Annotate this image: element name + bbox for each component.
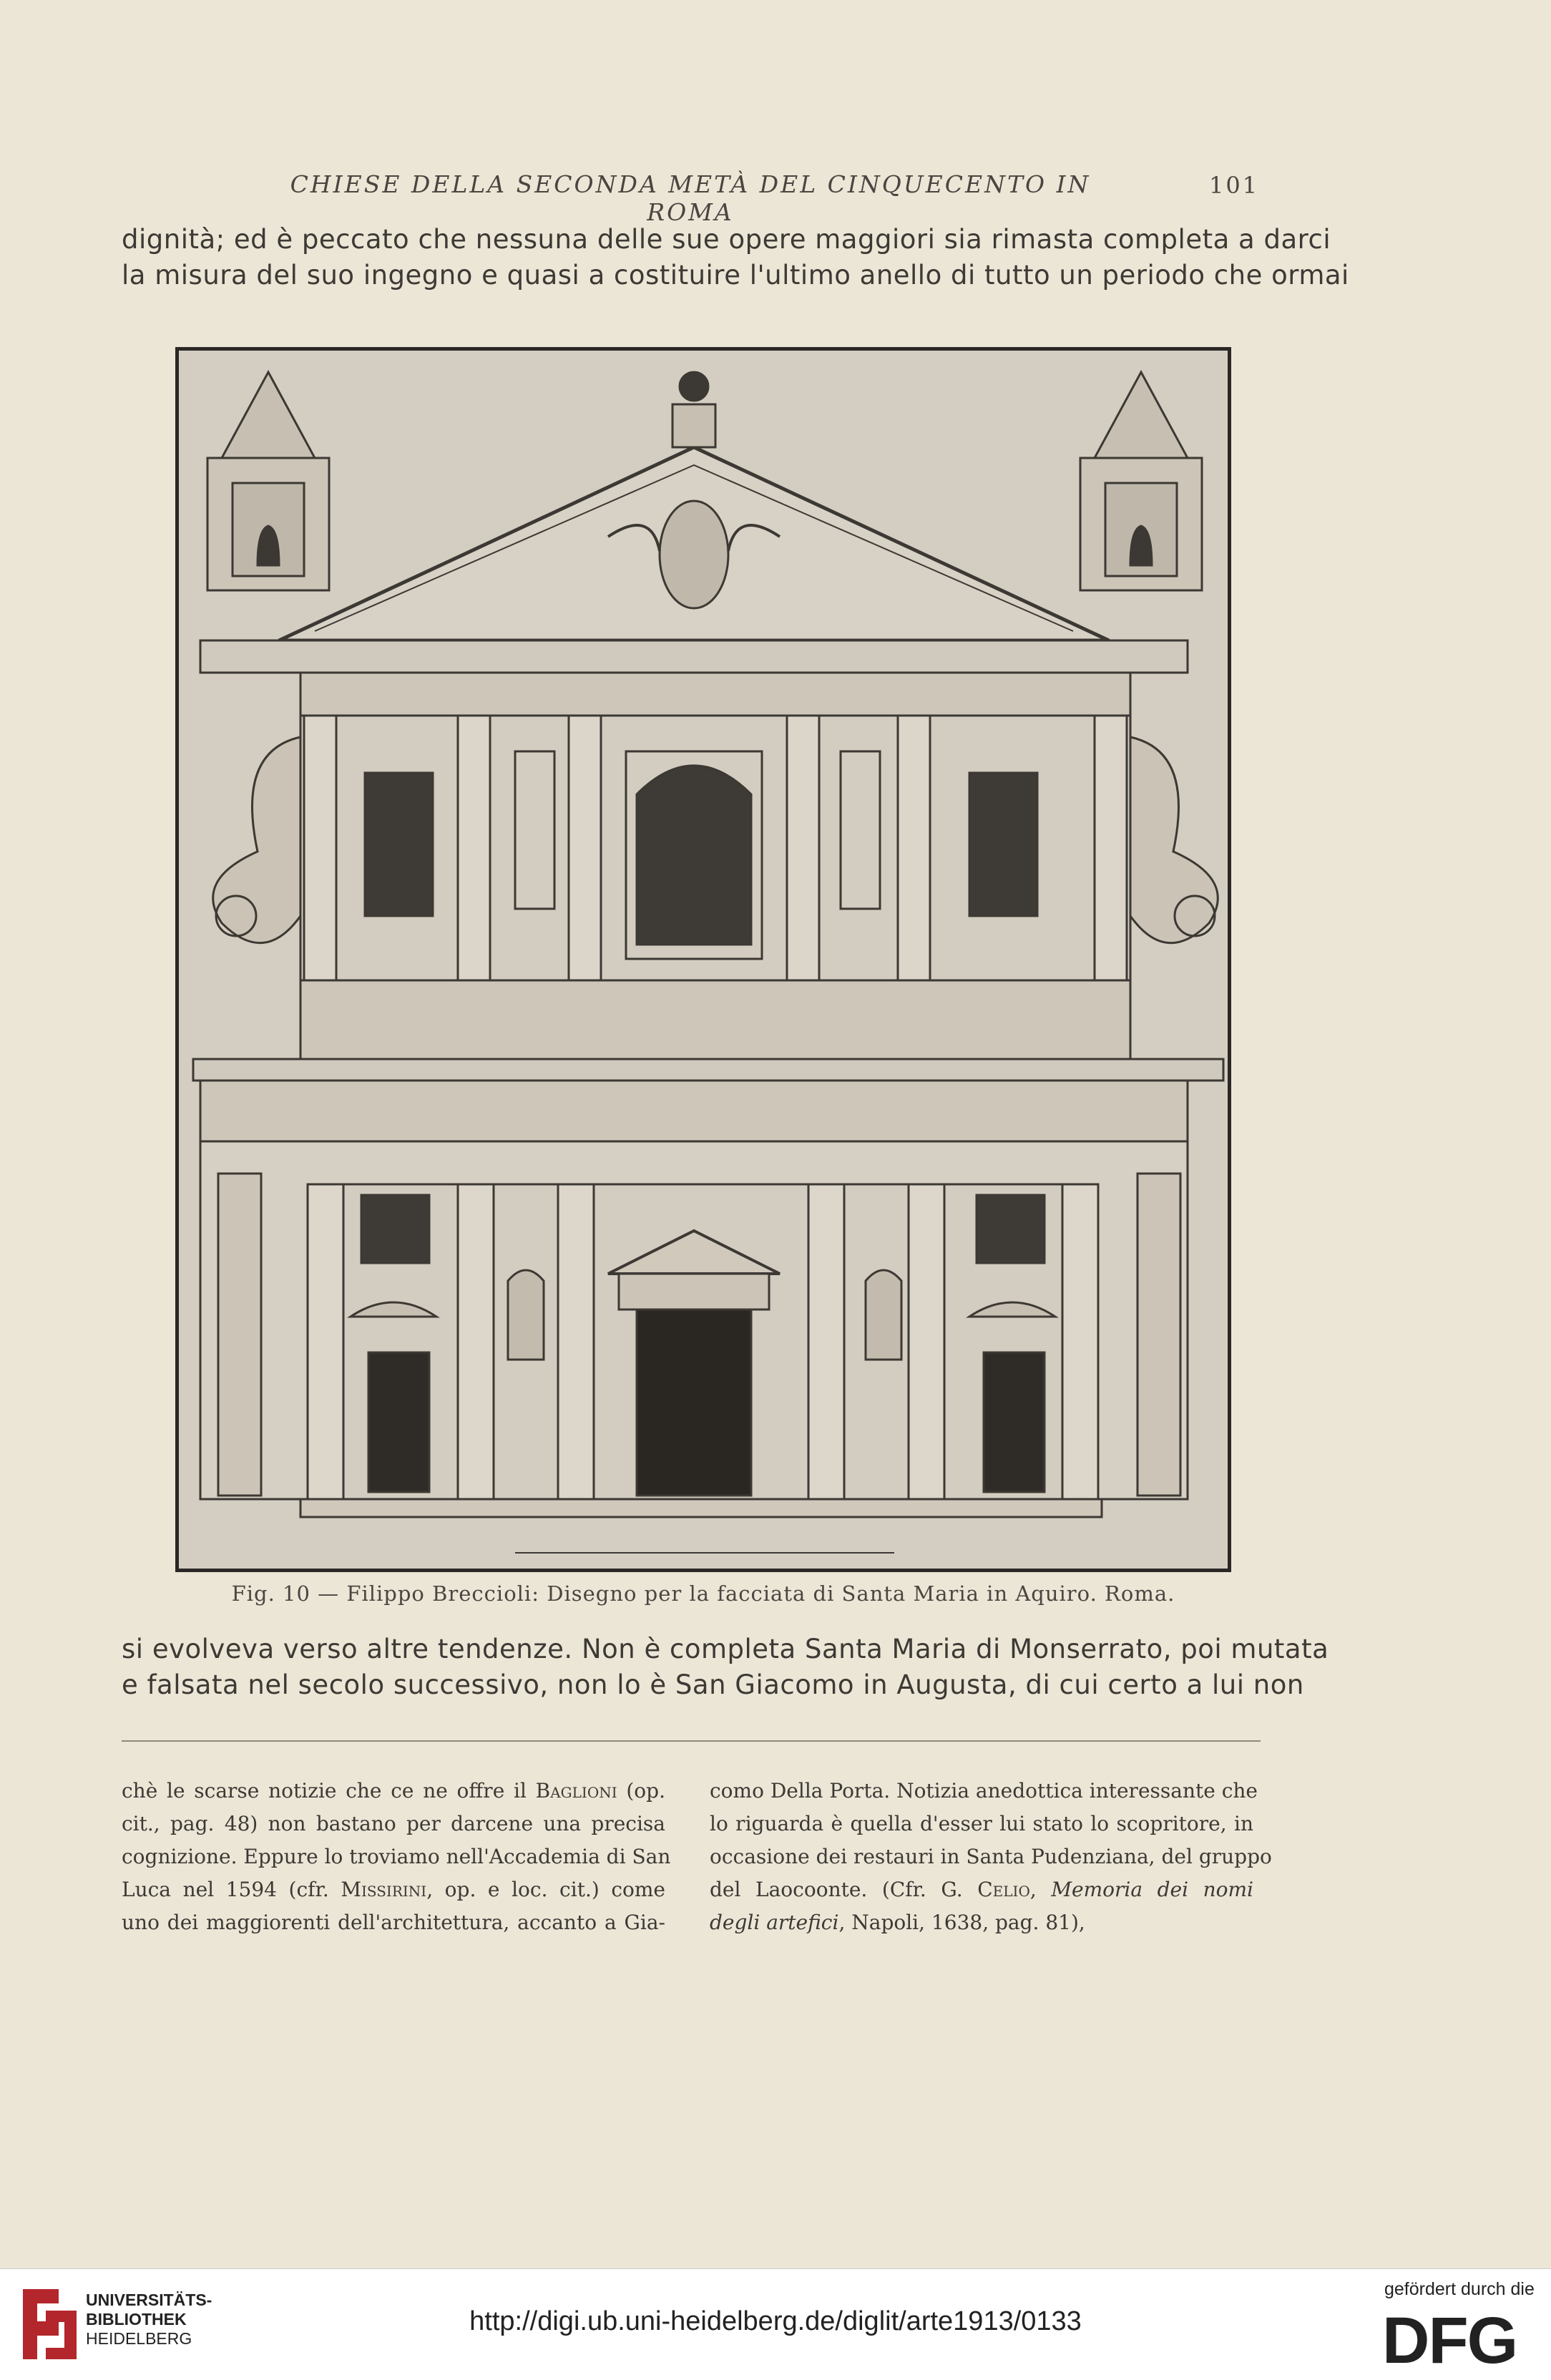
- footnote-right-column: [710, 1775, 1272, 1939]
- dfg-logo: DFG: [1382, 2304, 1517, 2377]
- upper-center-window: [637, 766, 751, 945]
- entrance-steps: [300, 1499, 1102, 1517]
- funding-note: gefördert durch die: [1384, 2279, 1535, 2299]
- digitization-footer: [0, 2268, 1551, 2380]
- page-number: 101: [1209, 172, 1260, 199]
- footnote-line: cognizione. Eppure lo troviamo nell'Accademia di San: [122, 1845, 671, 1868]
- footnote-line: como Della Porta. Notizia anedottica interessante che: [710, 1779, 1258, 1803]
- main-door: [637, 1310, 751, 1496]
- text-line: e falsata nel secolo successivo, non lo è San Giacomo in Augusta, di cui certo a lui non: [122, 1669, 1304, 1700]
- footnote-divider: [122, 1740, 1261, 1742]
- footnote-line: occasione dei restauri in Santa Pudenziana, del gruppo: [710, 1845, 1272, 1868]
- text-line: la misura del suo ingegno e quasi a costituire l'ultimo anello di tutto un periodo che ormai: [122, 260, 1349, 291]
- source-url-link[interactable]: http://digi.ub.uni-heidelberg.de/diglit/arte1913/0133: [469, 2306, 1082, 2336]
- left-side-door: [368, 1352, 429, 1492]
- footnote-line: del Laocoonte. (Cfr. G. Celio, Memoria dei nomi: [710, 1878, 1253, 1901]
- footnote-left-column: [122, 1775, 671, 1939]
- body-text-top: [122, 222, 1349, 293]
- facade-drawing-figure: [175, 347, 1231, 1572]
- facade-drawing: [179, 351, 1228, 1569]
- library-name: UNIVERSITÄTS- BIBLIOTHEK HEIDELBERG: [86, 2291, 212, 2348]
- running-title: CHIESE DELLA SECONDA METÀ DEL CINQUECENTO IN ROMA: [290, 170, 1091, 226]
- upper-entablature: [200, 640, 1188, 673]
- footnote-line: lo riguarda è quella d'esser lui stato lo scopritore, in: [710, 1812, 1253, 1835]
- footnote-line: degli artefici, Napoli, 1638, pag. 81),: [710, 1911, 1085, 1934]
- text-line: dignità; ed è peccato che nessuna delle sue opere maggiori sia rimasta completa a darci: [122, 224, 1331, 255]
- footnote-line: cit., pag. 48) non bastano per darcene una precisa: [122, 1812, 665, 1835]
- footnote-line: uno dei maggiorenti dell'architettura, accanto a Gia-: [122, 1911, 665, 1934]
- body-text-bottom: [122, 1632, 1329, 1703]
- figure-caption: Fig. 10 — Filippo Breccioli: Disegno per la facciata di Santa Maria in Aquiro. Roma.: [231, 1581, 1175, 1606]
- text-line: si evolveva verso altre tendenze. Non è completa Santa Maria di Monserrato, poi mutata: [122, 1634, 1329, 1664]
- upper-left-window: [365, 773, 433, 916]
- upper-right-window: [969, 773, 1037, 916]
- footnote-line: Luca nel 1594 (cfr. Missirini, op. e loc. cit.) come: [122, 1878, 666, 1901]
- footnote-line: chè le scarse notizie che ce ne offre il Baglioni (op.: [122, 1779, 665, 1803]
- right-side-door: [984, 1352, 1044, 1492]
